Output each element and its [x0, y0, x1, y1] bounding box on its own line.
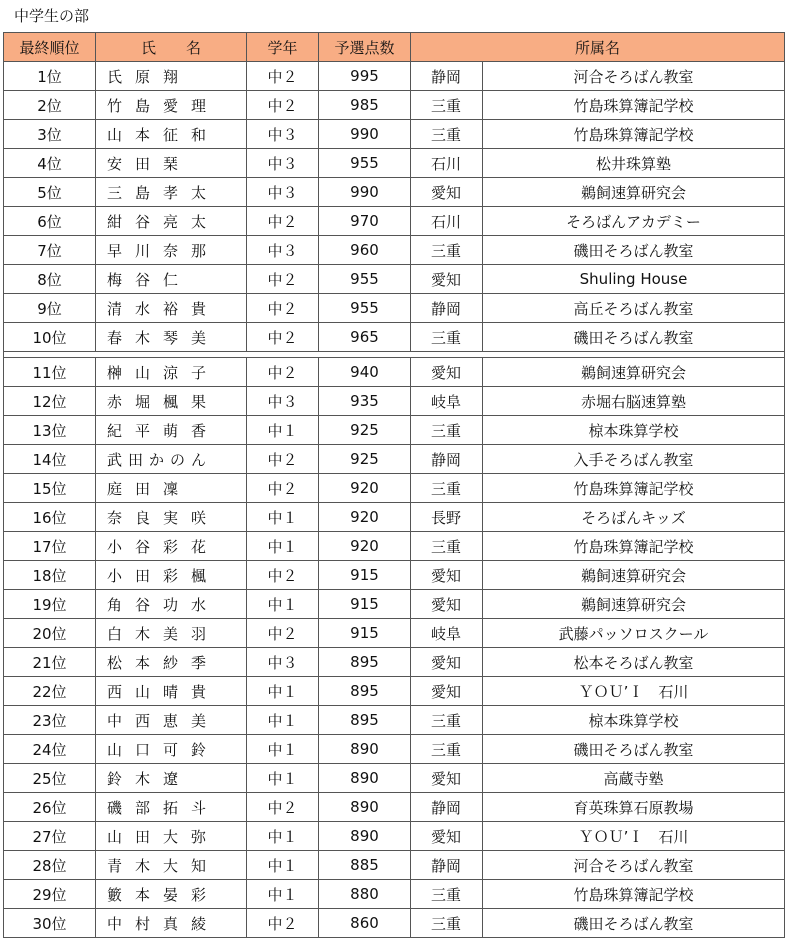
rank-cell: 23位 — [4, 706, 96, 735]
score-cell: 895 — [319, 706, 411, 735]
score-cell: 955 — [319, 294, 411, 323]
results-table — [3, 32, 785, 938]
school-cell: 竹島珠算簿記学校 — [483, 474, 785, 503]
table-row — [4, 294, 785, 323]
name-cell: 梅谷仁 — [96, 265, 247, 294]
grade-cell: 中２ — [247, 909, 319, 938]
prefecture-cell: 三重 — [411, 706, 483, 735]
name-cell: 紺谷亮太 — [96, 207, 247, 236]
rank-cell: 13位 — [4, 416, 96, 445]
school-cell: 赤堀右脳速算塾 — [483, 387, 785, 416]
rank-cell: 16位 — [4, 503, 96, 532]
prefecture-cell: 三重 — [411, 735, 483, 764]
table-row — [4, 735, 785, 764]
school-cell: 椋本珠算学校 — [483, 416, 785, 445]
prefecture-cell: 静岡 — [411, 445, 483, 474]
prefecture-cell: 岐阜 — [411, 387, 483, 416]
score-cell: 990 — [319, 120, 411, 149]
school-cell: 入手そろばん教室 — [483, 445, 785, 474]
school-cell: ＹＯＵ’Ｉ 石川 — [483, 822, 785, 851]
header-row — [4, 33, 785, 62]
school-cell: 竹島珠算簿記学校 — [483, 120, 785, 149]
grade-cell: 中１ — [247, 503, 319, 532]
name-cell: 小谷彩花 — [96, 532, 247, 561]
table-row — [4, 265, 785, 294]
table-row — [4, 120, 785, 149]
score-cell: 915 — [319, 619, 411, 648]
school-cell: 高蔵寺塾 — [483, 764, 785, 793]
table-row — [4, 880, 785, 909]
grade-cell: 中１ — [247, 851, 319, 880]
school-cell: 松井珠算塾 — [483, 149, 785, 178]
prefecture-cell: 愛知 — [411, 561, 483, 590]
table-row — [4, 619, 785, 648]
score-cell: 985 — [319, 91, 411, 120]
table-row — [4, 677, 785, 706]
grade-cell: 中１ — [247, 822, 319, 851]
table-row — [4, 236, 785, 265]
name-cell: 竹島愛理 — [96, 91, 247, 120]
score-cell: 970 — [319, 207, 411, 236]
table-row — [4, 323, 785, 352]
table-row — [4, 149, 785, 178]
name-cell: 春木琴美 — [96, 323, 247, 352]
prefecture-cell: 三重 — [411, 120, 483, 149]
table-row — [4, 178, 785, 207]
rank-cell: 10位 — [4, 323, 96, 352]
score-cell: 920 — [319, 474, 411, 503]
name-cell: 山田大弥 — [96, 822, 247, 851]
prefecture-cell: 三重 — [411, 323, 483, 352]
table-row — [4, 503, 785, 532]
grade-cell: 中３ — [247, 236, 319, 265]
table-row — [4, 793, 785, 822]
score-cell: 890 — [319, 764, 411, 793]
rank-cell: 30位 — [4, 909, 96, 938]
table-row — [4, 416, 785, 445]
table-row — [4, 62, 785, 91]
rank-cell: 18位 — [4, 561, 96, 590]
name-cell: 西山晴貴 — [96, 677, 247, 706]
grade-cell: 中２ — [247, 561, 319, 590]
rank-cell: 8位 — [4, 265, 96, 294]
grade-cell: 中２ — [247, 323, 319, 352]
school-cell: 竹島珠算簿記学校 — [483, 532, 785, 561]
school-cell: 鵜飼速算研究会 — [483, 358, 785, 387]
table-row — [4, 648, 785, 677]
score-cell: 895 — [319, 677, 411, 706]
table-row — [4, 822, 785, 851]
rank-cell: 4位 — [4, 149, 96, 178]
rank-cell: 11位 — [4, 358, 96, 387]
name-cell: 松本紗季 — [96, 648, 247, 677]
prefecture-cell: 三重 — [411, 474, 483, 503]
score-cell: 935 — [319, 387, 411, 416]
school-cell: 磯田そろばん教室 — [483, 323, 785, 352]
grade-cell: 中３ — [247, 149, 319, 178]
prefecture-cell: 静岡 — [411, 851, 483, 880]
rank-cell: 20位 — [4, 619, 96, 648]
grade-cell: 中３ — [247, 648, 319, 677]
score-cell: 925 — [319, 416, 411, 445]
name-cell: 早川奈那 — [96, 236, 247, 265]
table-row — [4, 706, 785, 735]
score-cell: 860 — [319, 909, 411, 938]
grade-cell: 中２ — [247, 358, 319, 387]
table-row — [4, 474, 785, 503]
grade-cell: 中１ — [247, 677, 319, 706]
rank-cell: 17位 — [4, 532, 96, 561]
grade-cell: 中１ — [247, 880, 319, 909]
name-cell: 鈴木遼 — [96, 764, 247, 793]
score-cell: 890 — [319, 735, 411, 764]
prefecture-cell: 愛知 — [411, 590, 483, 619]
grade-cell: 中２ — [247, 265, 319, 294]
school-cell: そろばんアカデミー — [483, 207, 785, 236]
rank-cell: 19位 — [4, 590, 96, 619]
name-cell: 角谷功水 — [96, 590, 247, 619]
table-row — [4, 91, 785, 120]
score-cell: 920 — [319, 503, 411, 532]
rank-cell: 24位 — [4, 735, 96, 764]
school-cell: 鵜飼速算研究会 — [483, 561, 785, 590]
score-header: 予選点数 — [319, 33, 411, 62]
grade-cell: 中２ — [247, 619, 319, 648]
grade-cell: 中２ — [247, 91, 319, 120]
prefecture-cell: 静岡 — [411, 62, 483, 91]
grade-cell: 中２ — [247, 62, 319, 91]
name-cell: 籔本晏彩 — [96, 880, 247, 909]
score-cell: 915 — [319, 590, 411, 619]
score-cell: 965 — [319, 323, 411, 352]
score-cell: 995 — [319, 62, 411, 91]
school-cell: ＹＯＵ’Ｉ 石川 — [483, 677, 785, 706]
table-row — [4, 764, 785, 793]
page-title: 中学生の部 — [14, 7, 90, 25]
prefecture-cell: 三重 — [411, 909, 483, 938]
school-cell: 育英珠算石原教場 — [483, 793, 785, 822]
rank-cell: 14位 — [4, 445, 96, 474]
prefecture-cell: 三重 — [411, 416, 483, 445]
grade-cell: 中２ — [247, 445, 319, 474]
name-cell: 青木大知 — [96, 851, 247, 880]
table-row — [4, 387, 785, 416]
rank-cell: 12位 — [4, 387, 96, 416]
school-cell: 竹島珠算簿記学校 — [483, 91, 785, 120]
grade-cell: 中３ — [247, 178, 319, 207]
grade-cell: 中１ — [247, 735, 319, 764]
rank-cell: 26位 — [4, 793, 96, 822]
school-cell: 鵜飼速算研究会 — [483, 590, 785, 619]
school-cell: そろばんキッズ — [483, 503, 785, 532]
table-row — [4, 532, 785, 561]
school-cell: 竹島珠算簿記学校 — [483, 880, 785, 909]
rank-cell: 2位 — [4, 91, 96, 120]
rank-cell: 28位 — [4, 851, 96, 880]
prefecture-cell: 愛知 — [411, 358, 483, 387]
grade-cell: 中２ — [247, 207, 319, 236]
name-cell: 山本征和 — [96, 120, 247, 149]
grade-cell: 中１ — [247, 532, 319, 561]
rank-cell: 6位 — [4, 207, 96, 236]
rank-cell: 9位 — [4, 294, 96, 323]
score-cell: 895 — [319, 648, 411, 677]
score-cell: 890 — [319, 822, 411, 851]
name-cell: 清水裕貴 — [96, 294, 247, 323]
rank-cell: 27位 — [4, 822, 96, 851]
name-cell: 白木美羽 — [96, 619, 247, 648]
prefecture-cell: 三重 — [411, 880, 483, 909]
school-cell: 松本そろばん教室 — [483, 648, 785, 677]
rank-header: 最終順位 — [4, 33, 96, 62]
table-row — [4, 851, 785, 880]
rank-cell: 15位 — [4, 474, 96, 503]
grade-cell: 中３ — [247, 387, 319, 416]
rank-cell: 29位 — [4, 880, 96, 909]
name-cell: 小田彩楓 — [96, 561, 247, 590]
name-cell: 三島孝太 — [96, 178, 247, 207]
school-cell: 武藤パッソロスクール — [483, 619, 785, 648]
grade-cell: 中１ — [247, 590, 319, 619]
grade-header: 学年 — [247, 33, 319, 62]
rank-cell: 25位 — [4, 764, 96, 793]
score-cell: 890 — [319, 793, 411, 822]
school-cell: 椋本珠算学校 — [483, 706, 785, 735]
affiliation-header: 所属名 — [411, 33, 785, 62]
score-cell: 955 — [319, 149, 411, 178]
table-row — [4, 909, 785, 938]
grade-cell: 中２ — [247, 793, 319, 822]
school-cell: 高丘そろばん教室 — [483, 294, 785, 323]
prefecture-cell: 静岡 — [411, 793, 483, 822]
score-cell: 880 — [319, 880, 411, 909]
score-cell: 915 — [319, 561, 411, 590]
name-cell: 氏原翔 — [96, 62, 247, 91]
table-row — [4, 358, 785, 387]
prefecture-cell: 岐阜 — [411, 619, 483, 648]
prefecture-cell: 三重 — [411, 236, 483, 265]
name-header: 氏 名 — [96, 33, 247, 62]
table-row — [4, 207, 785, 236]
rank-cell: 22位 — [4, 677, 96, 706]
name-cell: 磯部拓斗 — [96, 793, 247, 822]
score-cell: 925 — [319, 445, 411, 474]
grade-cell: 中２ — [247, 474, 319, 503]
name-cell: 赤堀楓果 — [96, 387, 247, 416]
score-cell: 960 — [319, 236, 411, 265]
school-cell: 河合そろばん教室 — [483, 851, 785, 880]
name-cell: 紀平萌香 — [96, 416, 247, 445]
name-cell: 中村真綾 — [96, 909, 247, 938]
prefecture-cell: 愛知 — [411, 178, 483, 207]
prefecture-cell: 愛知 — [411, 677, 483, 706]
prefecture-cell: 石川 — [411, 207, 483, 236]
rank-cell: 1位 — [4, 62, 96, 91]
table-row — [4, 561, 785, 590]
prefecture-cell: 静岡 — [411, 294, 483, 323]
school-cell: 河合そろばん教室 — [483, 62, 785, 91]
grade-cell: 中２ — [247, 294, 319, 323]
name-cell: 奈良実咲 — [96, 503, 247, 532]
prefecture-cell: 愛知 — [411, 764, 483, 793]
school-cell: 磯田そろばん教室 — [483, 909, 785, 938]
school-cell: 磯田そろばん教室 — [483, 236, 785, 265]
school-cell: Shuling House — [483, 265, 785, 294]
rank-cell: 3位 — [4, 120, 96, 149]
prefecture-cell: 愛知 — [411, 822, 483, 851]
prefecture-cell: 愛知 — [411, 648, 483, 677]
rank-cell: 7位 — [4, 236, 96, 265]
table-row — [4, 445, 785, 474]
score-cell: 920 — [319, 532, 411, 561]
prefecture-cell: 三重 — [411, 91, 483, 120]
name-cell: 安田琹 — [96, 149, 247, 178]
school-cell: 磯田そろばん教室 — [483, 735, 785, 764]
rank-cell: 21位 — [4, 648, 96, 677]
table-row — [4, 590, 785, 619]
score-cell: 885 — [319, 851, 411, 880]
grade-cell: 中１ — [247, 706, 319, 735]
school-cell: 鵜飼速算研究会 — [483, 178, 785, 207]
score-cell: 940 — [319, 358, 411, 387]
name-cell: 榊山涼子 — [96, 358, 247, 387]
prefecture-cell: 石川 — [411, 149, 483, 178]
prefecture-cell: 三重 — [411, 532, 483, 561]
prefecture-cell: 愛知 — [411, 265, 483, 294]
name-cell: 武田かのん — [96, 445, 247, 474]
prefecture-cell: 長野 — [411, 503, 483, 532]
name-cell: 中西恵美 — [96, 706, 247, 735]
rank-cell: 5位 — [4, 178, 96, 207]
score-cell: 990 — [319, 178, 411, 207]
grade-cell: 中１ — [247, 764, 319, 793]
grade-cell: 中３ — [247, 120, 319, 149]
results-body — [4, 62, 785, 938]
name-cell: 山口可鈴 — [96, 735, 247, 764]
name-cell: 庭田凜 — [96, 474, 247, 503]
score-cell: 955 — [319, 265, 411, 294]
grade-cell: 中１ — [247, 416, 319, 445]
